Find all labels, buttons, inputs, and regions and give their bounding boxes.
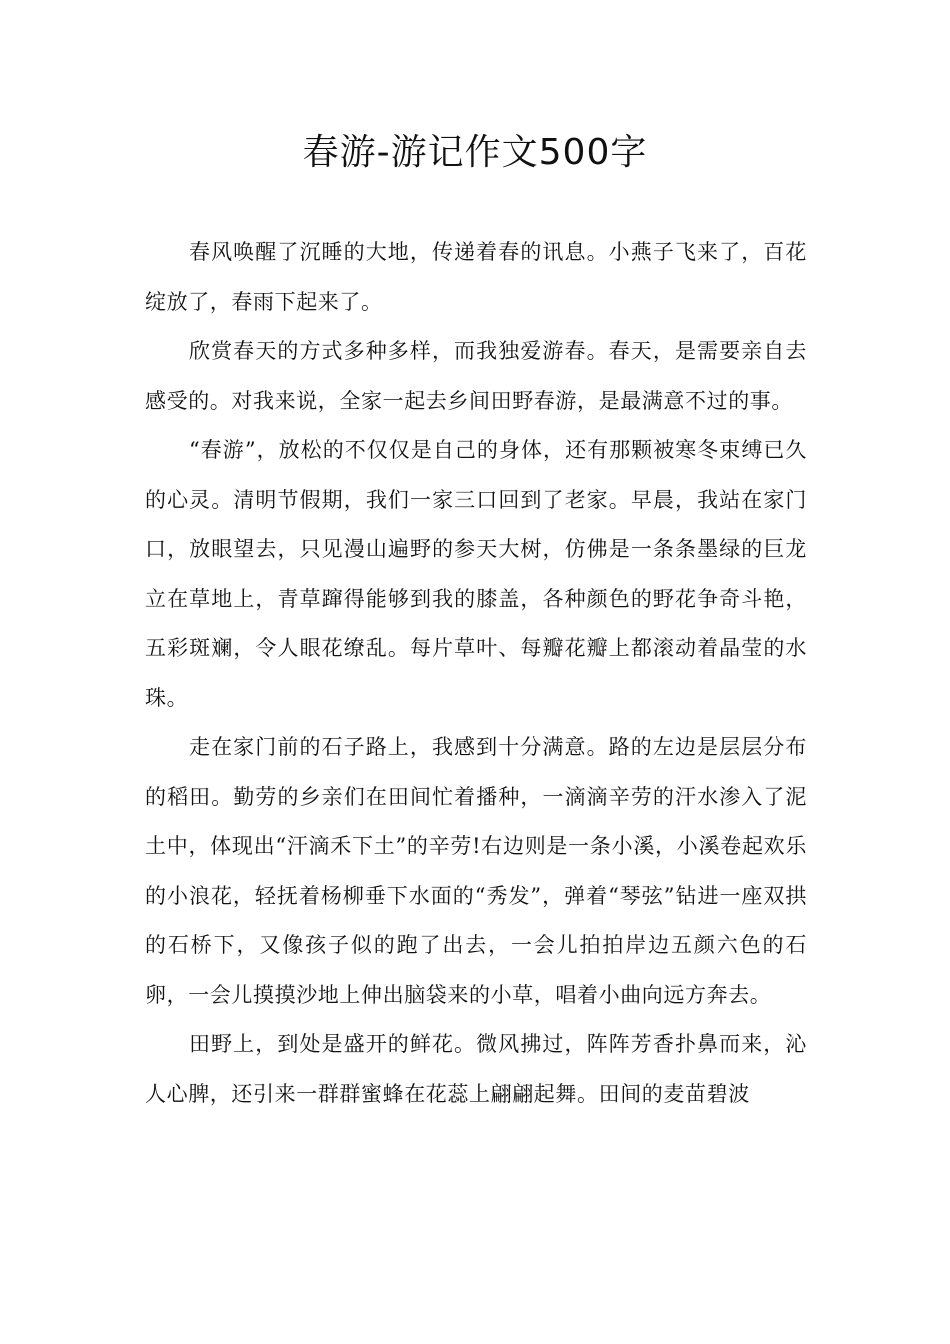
document-body: [145, 228, 807, 1119]
paragraph: 欣赏春天的方式多种多样，而我独爱游春。春天，是需要亲自去感受的。对我来说，全家一起去乡间田野春游，是最满意不过的事。: [145, 339, 807, 413]
paragraph: “春游”，放松的不仅仅是自己的身体，还有那颗被寒冬束缚已久的心灵。清明节假期，我们一家三口回到了老家。早晨，我站在家门口，放眼望去，只见漫山遍野的参天大树，仿佛是一条条墨绿的巨龙立在草地上，青草蹿得能够到我的膝盖，各种颜色的野花争奇斗艳，五彩斑斓，令人眼花缭乱。每片草叶、每瓣花瓣上都滚动着晶莹的水珠。: [145, 438, 807, 710]
paragraph: 田野上，到处是盛开的鲜花。微风拂过，阵阵芳香扑鼻而来，沁人心脾，还引来一群群蜜蜂在花蕊上翩翩起舞。田间的麦苗碧波: [145, 1032, 807, 1106]
paragraph: 春风唤醒了沉睡的大地，传递着春的讯息。小燕子飞来了，百花绽放了，春雨下起来了。: [145, 240, 807, 314]
page-title: 春游-游记作文500字: [302, 132, 648, 173]
paragraph: 走在家门前的石子路上，我感到十分满意。路的左边是层层分布的稻田。勤劳的乡亲们在田间忙着播种，一滴滴辛劳的汗水渗入了泥土中，体现出“汗滴禾下土”的辛劳!右边则是一条小溪，小溪卷起欢乐的小浪花，轻抚着杨柳垂下水面的“秀发”，弹着“琴弦”钻进一座双拱的石桥下，又像孩子似的跑了出去，一会儿拍拍岸边五颜六色的石卵，一会儿摸摸沙地上伸出脑袋来的小草，唱着小曲向远方奔去。: [145, 735, 807, 1007]
